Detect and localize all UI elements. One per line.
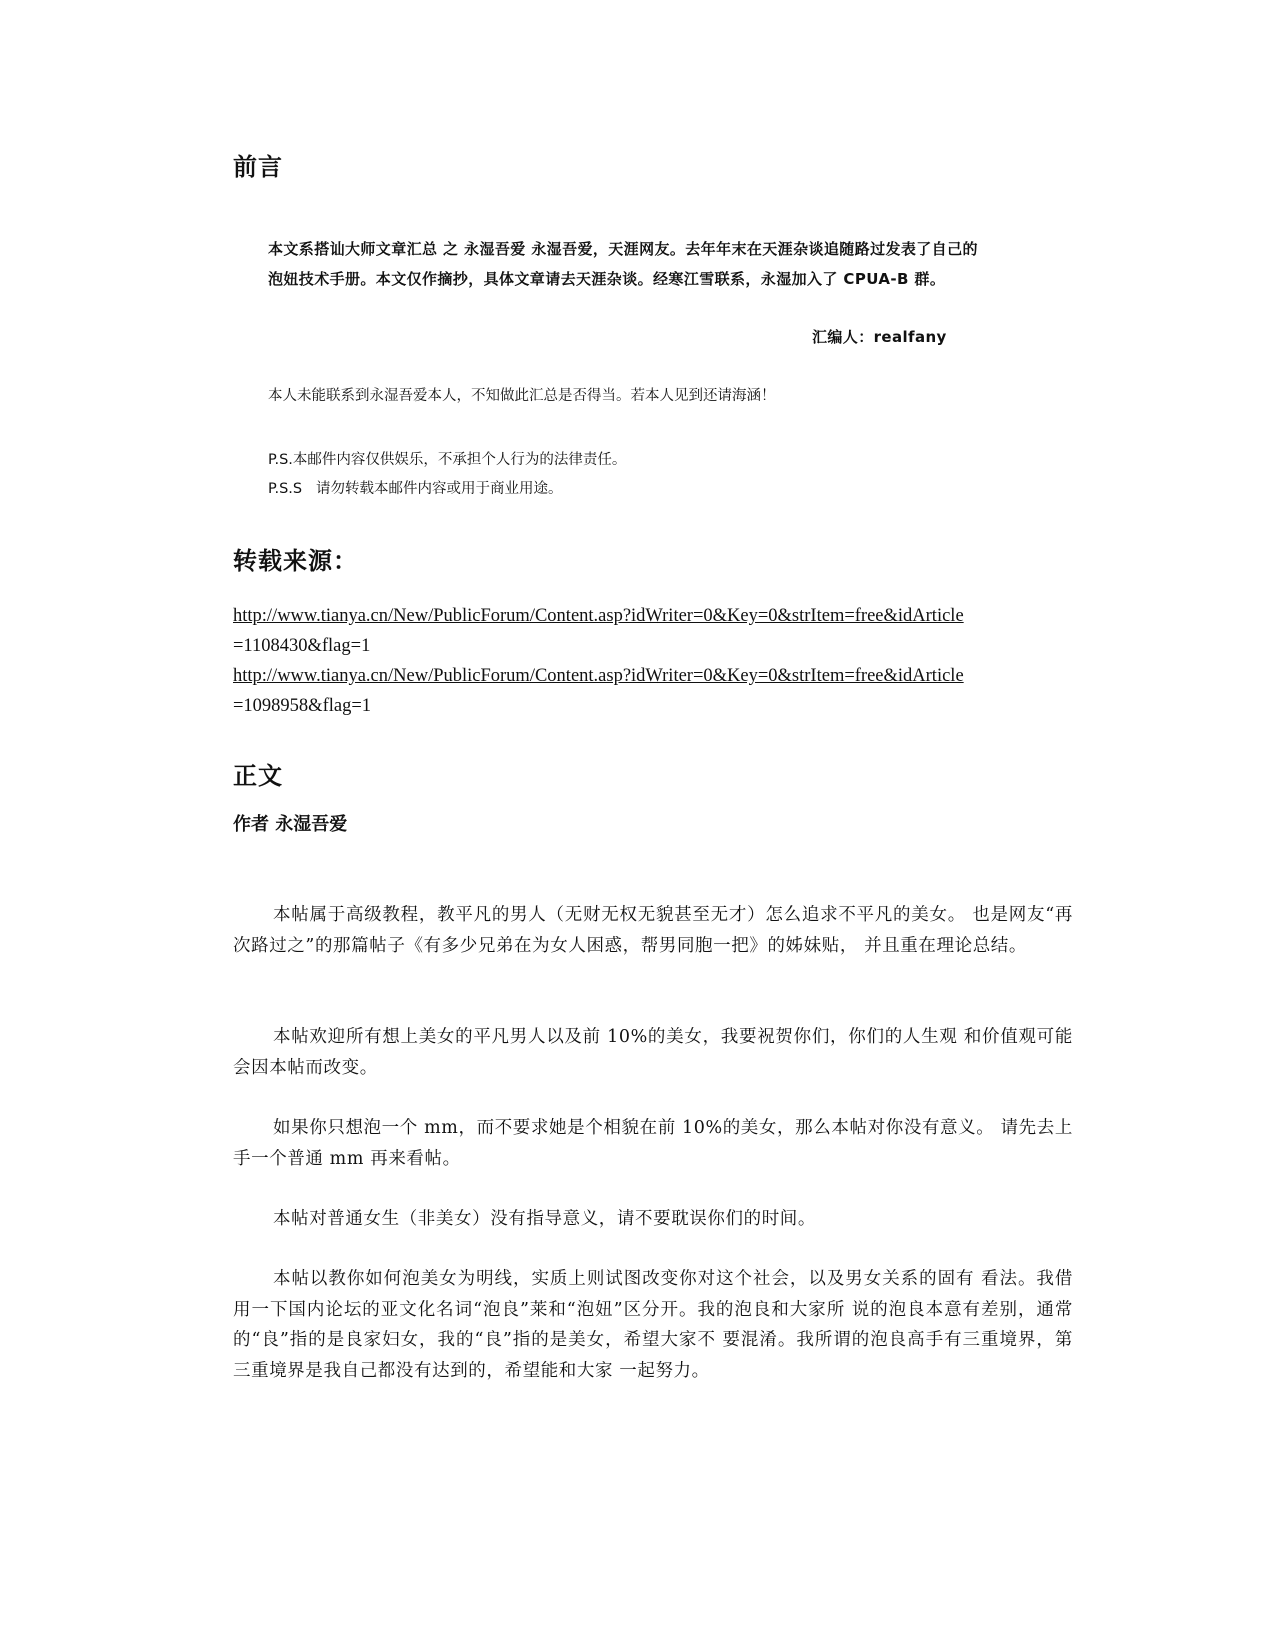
compiler-credit: 汇编人：realfany <box>812 328 947 346</box>
source-link-1-continuation: =1108430&flag=1 <box>233 636 371 656</box>
main-heading: 正文 <box>233 762 283 790</box>
source-heading: 转载来源： <box>233 547 358 575</box>
author-line: 作者 永湿吾爱 <box>233 814 348 835</box>
preface-note: 本人未能联系到永湿吾爱本人，不知做此汇总是否得当。若本人见到还请海涵！ <box>268 388 776 404</box>
ps-text: 本邮件内容仅供娱乐，不承担个人行为的法律责任。 <box>292 452 627 468</box>
ps-line <box>268 446 626 475</box>
source-link-1[interactable]: http://www.tianya.cn/New/PublicForum/Content.asp?idWriter=0&Key=0&strItem=free&idArticle <box>233 606 964 626</box>
pss-text: 请勿转载本邮件内容或用于商业用途。 <box>315 481 563 497</box>
preface-heading: 前言 <box>233 153 283 181</box>
body-paragraph-3: 如果你只想泡一个 mm，而不要求她是个相貌在前 10%的美女，那么本帖对你没有意义。 请先去上手一个普通 mm 再来看帖。 <box>233 1118 1073 1169</box>
body-paragraph-1: 本帖属于高级教程，教平凡的男人（无财无权无貌甚至无才）怎么追求不平凡的美女。 也是网友“再次路过之”的那篇帖子《有多少兄弟在为女人困惑，帮男同胞一把》的姊妹贴， 并且重在理论总结。 <box>233 905 1073 956</box>
ps-label: P.S. <box>268 452 293 468</box>
preface-intro-line-2: 泡妞技术手册。本文仅作摘抄，具体文章请去天涯杂谈。经寒江雪联系，永湿加入了 CPUA-B 群。 <box>268 270 946 288</box>
body-paragraph-5: 本帖以教你如何泡美女为明线，实质上则试图改变你对这个社会，以及男女关系的固有 看法。我借用一下国内论坛的亚文化名词“泡良”莱和“泡妞”区分开。我的泡良和大家所 说的泡良本意有差别，通常的“良”指的是良家妇女，我的“良”指的是美女，希望大家不 要混淆。我所谓的泡良高手有三重境界，第三重境界是我自己都没有达到的，希望能和大家 一起努力。 <box>233 1269 1073 1381</box>
pss-label: P.S.S <box>268 481 303 497</box>
source-link-2-continuation: =1098958&flag=1 <box>233 696 372 716</box>
body-paragraph-4: 本帖对普通女生（非美女）没有指导意义，请不要耽误你们的时间。 <box>273 1209 816 1229</box>
preface-intro-line-1: 本文系搭讪大师文章汇总 之 永湿吾爱 永湿吾爱，天涯网友。去年年末在天涯杂谈追随路过发表了自己的 <box>268 240 978 258</box>
pss-line <box>268 475 562 504</box>
source-link-2[interactable]: http://www.tianya.cn/New/PublicForum/Content.asp?idWriter=0&Key=0&strItem=free&idArticle <box>233 666 964 686</box>
body-paragraph-2: 本帖欢迎所有想上美女的平凡男人以及前 10%的美女，我要祝贺你们，你们的人生观 和价值观可能会因本帖而改变。 <box>233 1027 1073 1078</box>
